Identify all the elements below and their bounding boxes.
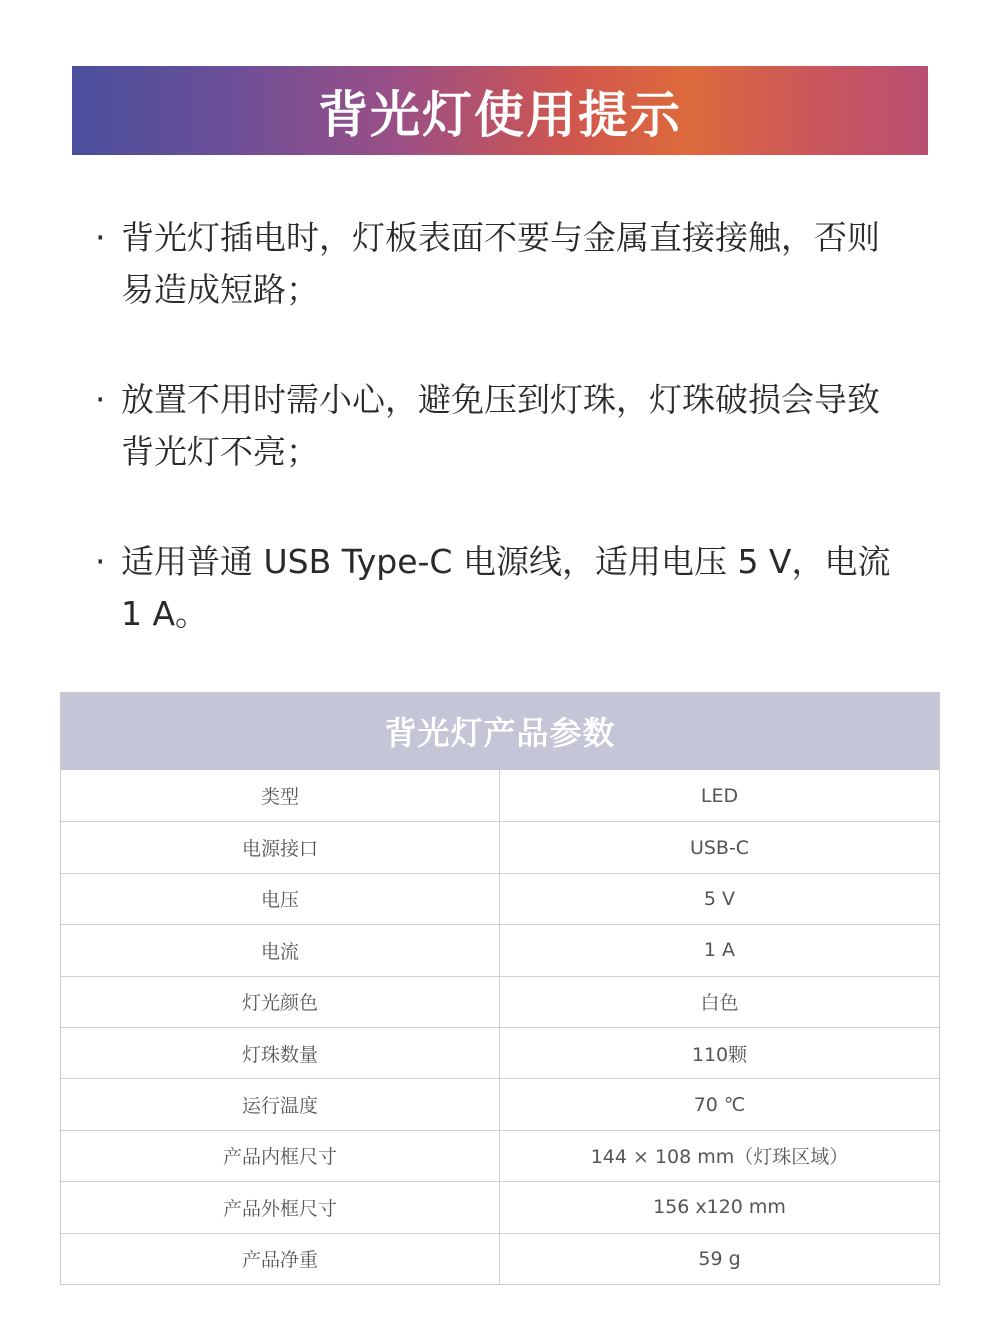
spec-value: 59 g — [698, 1247, 741, 1270]
spec-label: 产品净重 — [61, 1234, 500, 1284]
bullet-dot: · — [95, 218, 106, 257]
spec-label: 灯光颜色 — [61, 977, 500, 1027]
spec-value: 110颗 — [691, 1043, 748, 1066]
tip-item — [95, 212, 905, 316]
table-row — [61, 1233, 939, 1284]
spec-label: 电压 — [61, 874, 500, 924]
spec-label: 运行温度 — [61, 1079, 500, 1129]
table-row — [61, 770, 939, 821]
spec-table — [60, 692, 940, 1285]
tip-item — [95, 374, 905, 478]
spec-value: 144 × 108 mm（灯珠区域） — [590, 1146, 849, 1169]
spec-value: 70 ℃ — [693, 1093, 746, 1116]
spec-table-body — [61, 770, 939, 1284]
tip-text: 背光灯插电时，灯板表面不要与金属直接接触，否则易造成短路； — [121, 218, 880, 309]
spec-value: 白色 — [700, 992, 739, 1015]
spec-label: 类型 — [61, 770, 500, 821]
bullet-dot: · — [95, 380, 106, 419]
table-row — [61, 1130, 939, 1181]
table-row — [61, 924, 939, 975]
bullet-dot: · — [95, 542, 106, 581]
spec-label: 产品内框尺寸 — [61, 1131, 500, 1181]
table-row — [61, 1078, 939, 1129]
spec-value: 5 V — [703, 887, 736, 910]
spec-label: 电源接口 — [61, 822, 500, 872]
title-banner — [72, 66, 928, 155]
tip-item — [95, 536, 905, 640]
table-row — [61, 1181, 939, 1232]
table-row — [61, 821, 939, 872]
table-row — [61, 873, 939, 924]
tip-text: 适用普通 USB Type-C 电源线，适用电压 5 V，电流 1 A。 — [121, 542, 891, 633]
spec-label: 产品外框尺寸 — [61, 1182, 500, 1232]
spec-table-title: 背光灯产品参数 — [384, 714, 616, 752]
tip-text: 放置不用时需小心，避免压到灯珠，灯珠破损会导致背光灯不亮； — [121, 380, 880, 471]
table-row — [61, 976, 939, 1027]
spec-value: LED — [700, 784, 739, 807]
spec-value: USB-C — [689, 836, 750, 859]
spec-value: 156 x120 mm — [653, 1196, 786, 1219]
spec-label: 电流 — [61, 925, 500, 975]
spec-table-header — [61, 693, 939, 770]
banner-title: 背光灯使用提示 — [318, 85, 682, 144]
spec-label: 灯珠数量 — [61, 1028, 500, 1078]
spec-value: 1 A — [703, 939, 736, 962]
table-row — [61, 1027, 939, 1078]
